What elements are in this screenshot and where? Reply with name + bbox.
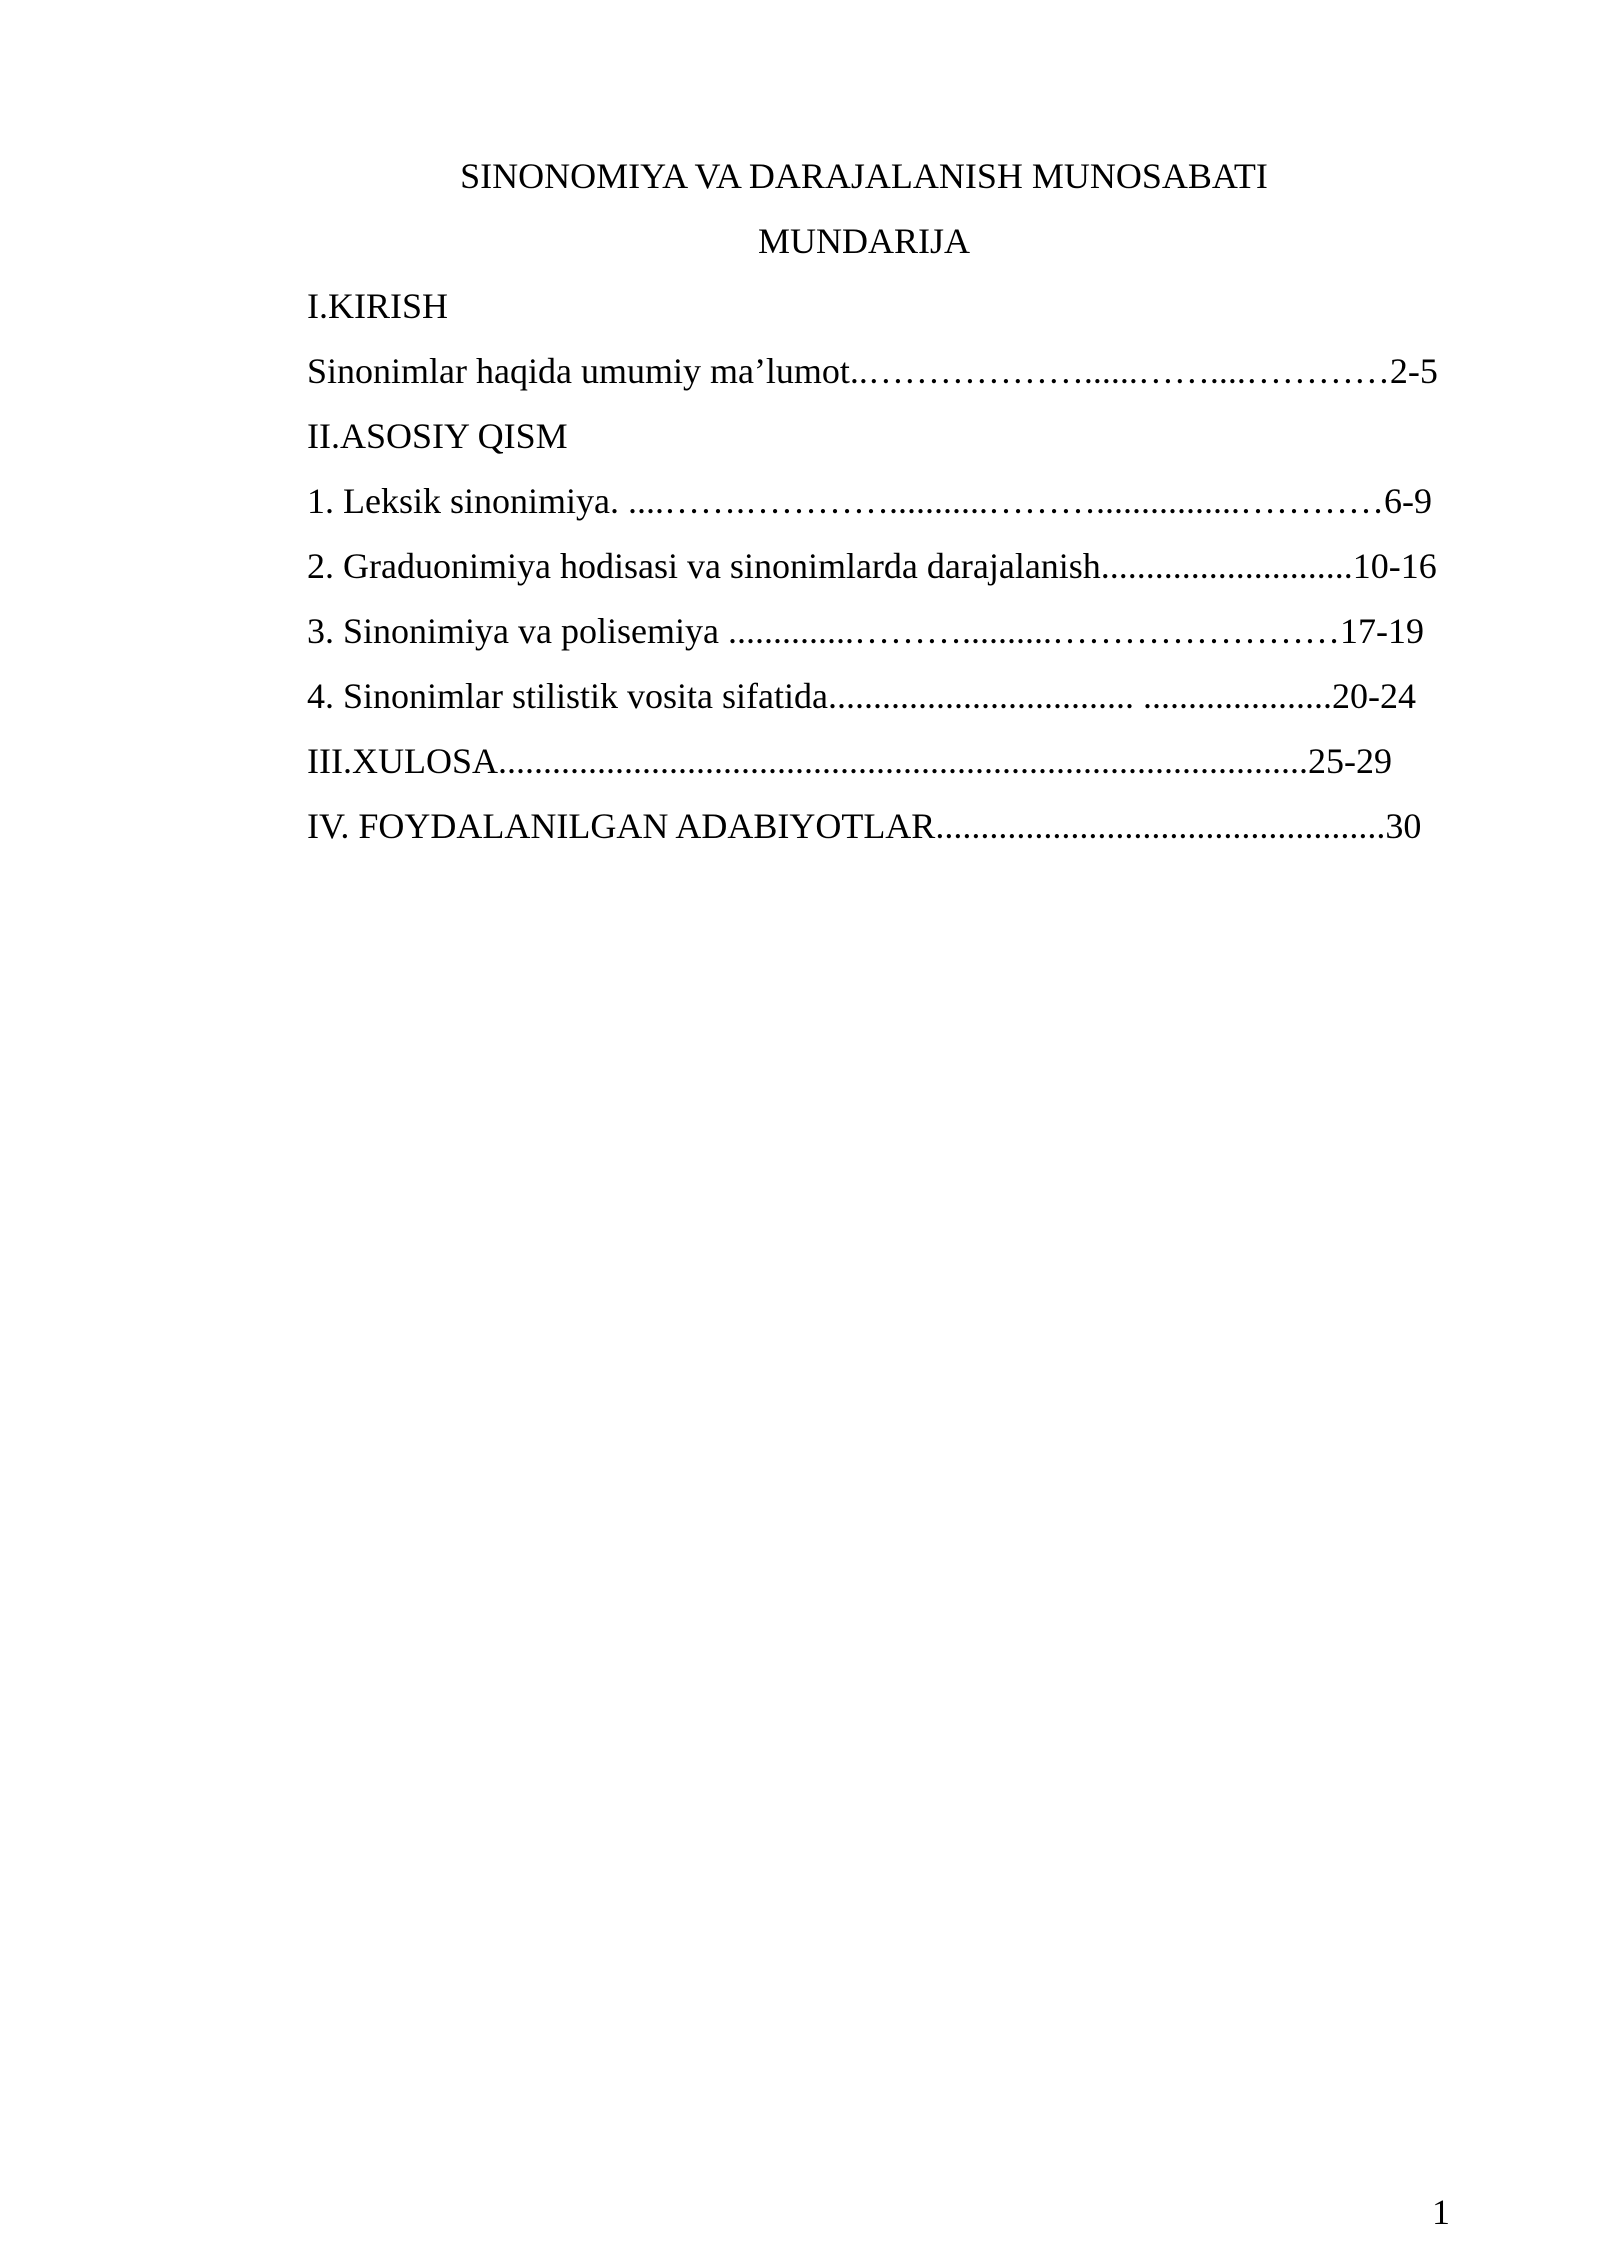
- toc-section-asosiy-qism: II.ASOSIY QISM: [307, 416, 568, 456]
- toc-entry-sinonimlar-haqida: Sinonimlar haqida umumiy ma’lumot..………………......……....…………2-5: [307, 351, 1438, 391]
- toc-entry-graduonimiya: 2. Graduonimiya hodisasi va sinonimlarda darajalanish............................10-16: [307, 546, 1437, 586]
- toc-section-xulosa: III.XULOSA..........................................................................................25-29: [307, 741, 1392, 781]
- toc-entry-sinonimiya-polisemiya: 3. Sinonimiya va polisemiya ..............………..........……………………17-19: [307, 611, 1424, 651]
- toc-section-adabiyotlar: IV. FOYDALANILGAN ADABIYOTLAR..................................................30: [307, 806, 1422, 846]
- toc-entry-stilistik-vosita: 4. Sinonimlar stilistik vosita sifatida.................................. .....................20-24: [307, 676, 1416, 716]
- toc-section-kirish: I.KIRISH: [307, 286, 448, 326]
- toc-entry-leksik-sinonimiya: 1. Leksik sinonimiya. ....…….…………...........………................…………6-9: [307, 481, 1432, 521]
- toc-heading: MUNDARIJA: [757, 221, 970, 261]
- document-title: SINONOMIYA VA DARAJALANISH MUNOSABATI: [460, 156, 1268, 196]
- page-number: 1: [1432, 2192, 1450, 2232]
